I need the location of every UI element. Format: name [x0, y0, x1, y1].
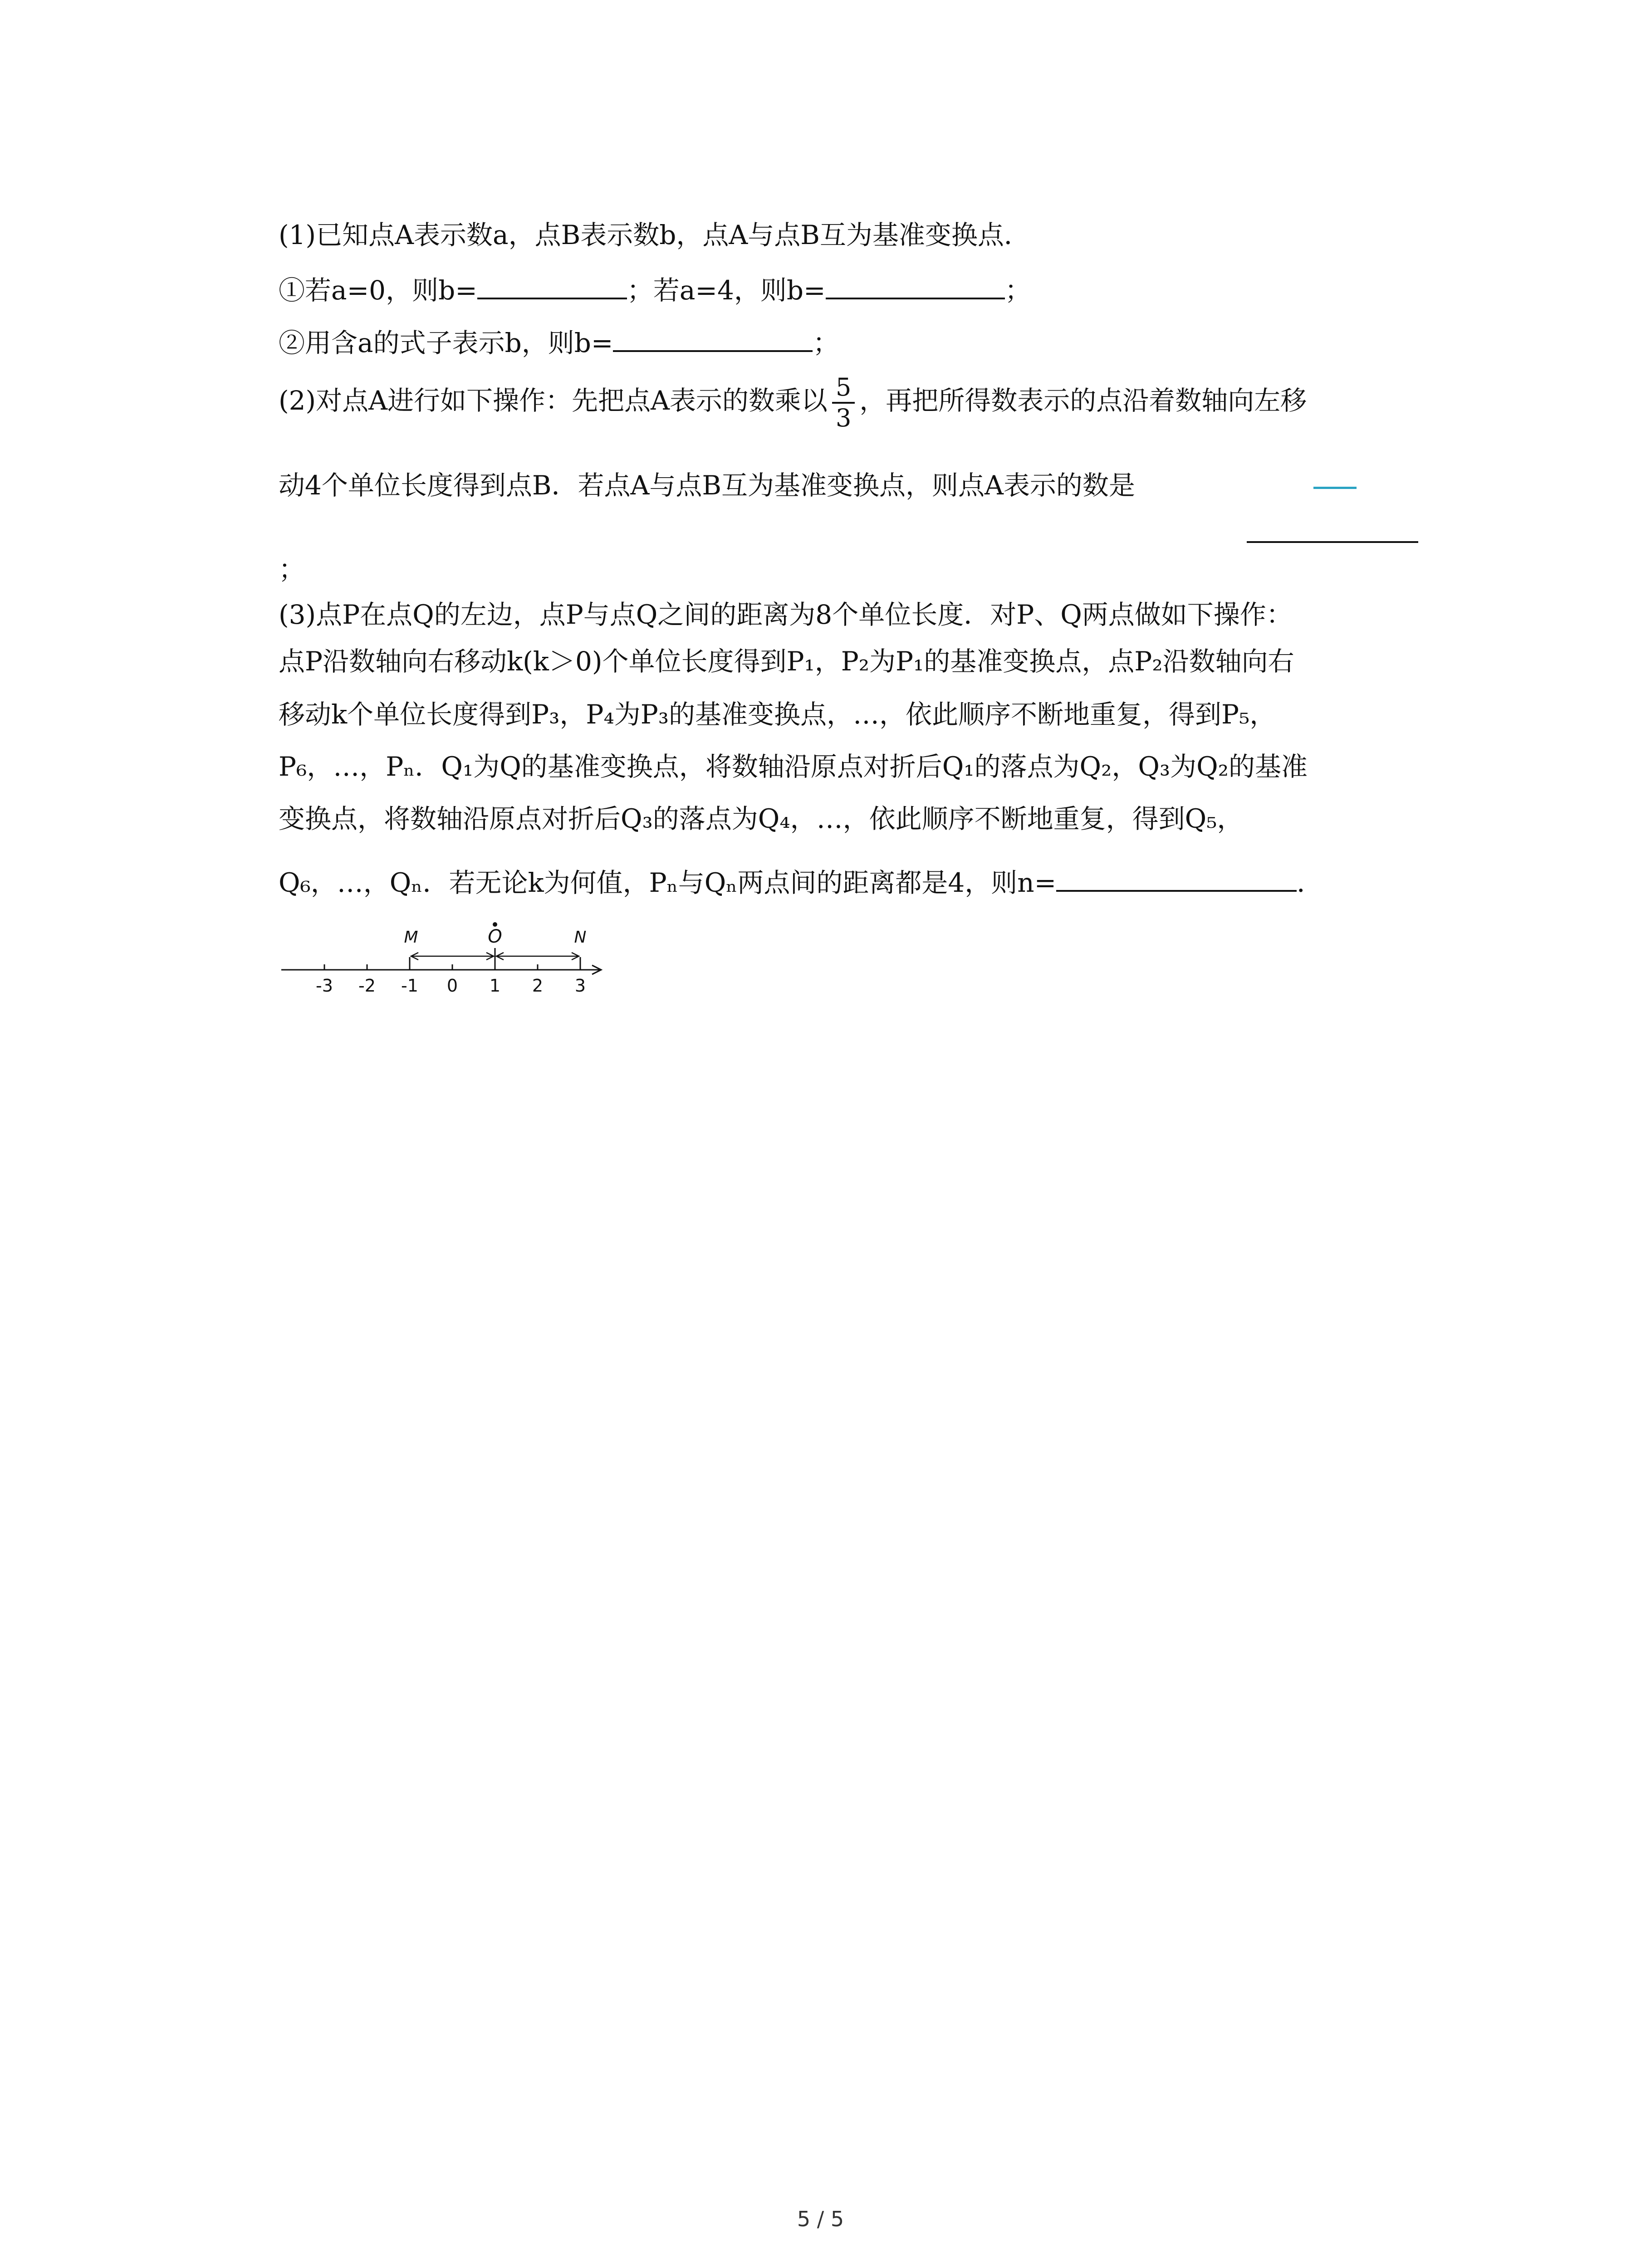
q2-line2: 动4个单位长度得到点B．若点A与点B互为基准变换点，则点A表示的数是 — [279, 470, 1135, 501]
q1-sub1-text-c: ； — [1004, 275, 1031, 306]
tick-label: 1 — [489, 976, 501, 996]
answer-blank-b-when-a0[interactable] — [477, 269, 627, 299]
page-number: 5 / 5 — [797, 2207, 844, 2231]
q1-sub2 — [279, 322, 839, 361]
fraction-numerator: 5 — [832, 373, 855, 404]
answer-blank-b-expression[interactable] — [613, 322, 813, 352]
number-line-ticks — [324, 948, 580, 970]
number-line-figure — [277, 916, 612, 1007]
q3-line4: P₆，…，Pₙ．Q₁为Q的基准变换点，将数轴沿原点对折后Q₁的落点为Q₂，Q₃为Q₂的基准 — [279, 751, 1308, 782]
tick-label: 3 — [574, 976, 586, 996]
q3-line6 — [279, 862, 1323, 901]
q2-line1-text-b: ，再把所得数表示的点沿着数轴向左移 — [859, 385, 1307, 416]
answer-blank-b-when-a4[interactable] — [826, 269, 1005, 299]
q1-sub1-text-a: ①若a=0，则b= — [279, 275, 477, 306]
q1-intro: (1)已知点A表示数a，点B表示数b，点A与点B互为基准变换点． — [279, 220, 1030, 250]
q2-line1 — [279, 373, 1307, 433]
answer-blank-point-a[interactable] — [1247, 541, 1418, 543]
q1-sub1-text-b: ；若a=4，则b= — [627, 275, 826, 306]
tick-label: 2 — [532, 976, 544, 996]
tick-label: -1 — [401, 976, 418, 996]
tick-label: -3 — [316, 976, 333, 996]
label-n: N — [574, 928, 587, 947]
q3-line2: 点P沿数轴向右移动k(k＞0)个单位长度得到P₁，P₂为P₁的基准变换点，点P₂沿数轴向右 — [279, 646, 1294, 677]
q3-line3: 移动k个单位长度得到P₃，P₄为P₃的基准变换点，…，依此顺序不断地重复，得到P₅， — [279, 699, 1276, 730]
q3-line5: 变换点，将数轴沿原点对折后Q₃的落点为Q₄，…，依此顺序不断地重复，得到Q₅， — [279, 803, 1244, 834]
teal-dash-mark — [1313, 487, 1357, 489]
tick-labels — [316, 976, 586, 996]
tick-label: -2 — [358, 976, 376, 996]
q3-line1: (3)点P在点Q的左边，点P与点Q之间的距离为8个单位长度．对P、Q两点做如下操作： — [279, 599, 1293, 630]
q2-line3: ； — [279, 554, 305, 585]
label-m: M — [404, 928, 418, 947]
fraction-five-thirds — [832, 373, 855, 433]
q3-line6-text-b: ． — [1297, 867, 1323, 898]
tick-label: 0 — [446, 976, 458, 996]
q1-sub2-text-b: ； — [813, 327, 839, 358]
label-o: O — [488, 926, 502, 947]
answer-blank-n[interactable] — [1056, 862, 1297, 892]
fraction-denominator: 3 — [835, 404, 852, 432]
double-arrow-right — [496, 953, 579, 960]
double-arrow-left — [411, 953, 494, 960]
q1-sub1 — [279, 269, 1031, 308]
q1-sub2-text-a: ②用含a的式子表示b，则b= — [279, 327, 613, 358]
q3-line6-text-a: Q₆，…，Qₙ．若无论k为何值，Pₙ与Qₙ两点间的距离都是4，则n= — [279, 867, 1057, 898]
q2-line1-text-a: (2)对点A进行如下操作：先把点A表示的数乘以 — [279, 385, 828, 416]
